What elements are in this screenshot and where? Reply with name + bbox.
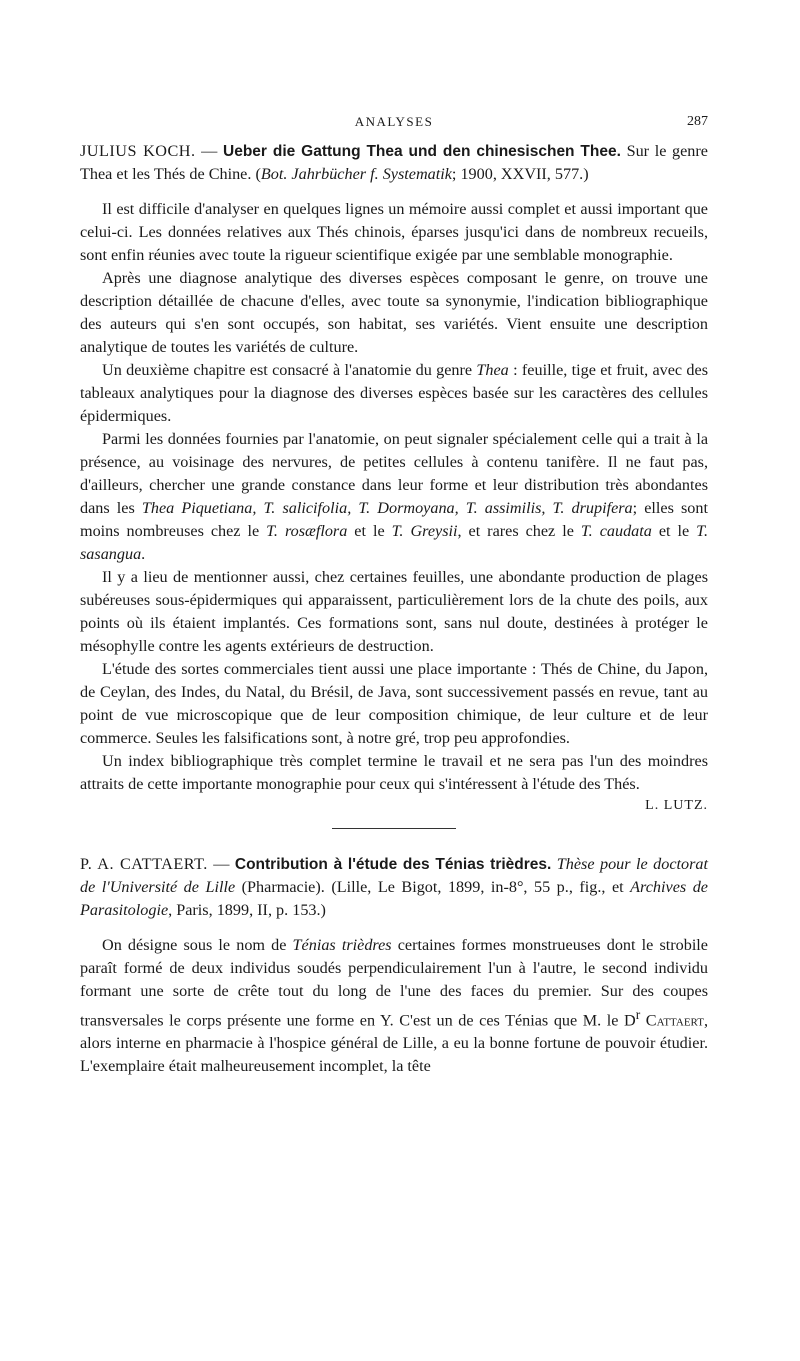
section-divider	[332, 828, 456, 829]
review-2-journal: Archives de Parasitologie	[80, 878, 708, 919]
review-1-author: JULIUS KOCH.	[80, 142, 196, 160]
review-1-paragraph-7: Un index bibliographique très complet termine le travail et ne sera pas l'un des moindres attraits de cette importante monographie pour ceux qui s'intéressent à l'étude des Thés.	[80, 752, 708, 793]
review-2-paragraph-1: On désigne sous le nom de Ténias trièdres certaines formes monstrueuses dont le strobile paraît formé de deux individus soudés perpendiculairement l'un à l'autre, le second individu formant une sorte de crête tout du long de l'une des faces du premier. Sur des coupes transversales le corps présente une forme en Y. C'est un de ces Ténias que M. le $D^r$ Cattaert, alors interne en pharmacie à l'hospice général de Lille, a eu la bonne fortune de pouvoir étudier. L'exemplaire était malheureusement incomplet, la tête	[80, 936, 708, 1076]
review-1-signature: L. LUTZ.	[645, 798, 708, 813]
review-1-paragraph-5: Il y a lieu de mentionner aussi, chez certaines feuilles, une abondante production de plages subéreuses sous-épidermiques qui apparaissent, particulièrement lors de la chute des poils, aux points où ils étaient implantés. Ces formations sont, sans nul doute, destinées à protéger le mésophylle contre les agents extérieurs de destruction.	[80, 568, 708, 655]
review-1-paragraph-4: Parmi les données fournies par l'anatomie, on peut signaler spécialement celle qui a trait à la présence, au voisinage des nervures, de petites cellules à contenu tanifère. Il ne faut pas, d'ailleurs, chercher une grande constance dans leur forme et leur distribution très abondantes dans les Thea Piquetiana, T. salicifolia, T. Dormoyana, T. assimilis, T. drupifera; elles sont moins nombreuses chez le T. rosæflora et le T. Greysii, et rares chez le T. caudata et le T. sasangua.	[80, 430, 709, 563]
review-1-paragraph-6: L'étude des sortes commerciales tient aussi une place importante : Thés de Chine, du Japon, de Ceylan, des Indes, du Natal, du Brésil, de Java, sont successivement passés en revue, tant au point de vue microscopique que de leur composition chimique, de leur culture et de leur commerce. Seules les falsifications sont, à notre gré, trop peu approfondies.	[80, 660, 708, 747]
review-1-journal: Bot. Jahrbücher f. Systematik	[260, 165, 452, 183]
review-1-paragraph-1: Il est difficile d'analyser en quelques lignes un mémoire aussi complet et aussi important que celui-ci. Les données relatives aux Thés chinois, éparses jusqu'ici dans de nombreux recueils, sont enfin réunies avec toute la rigueur scientifique exigée par une semblable monographie.	[80, 200, 708, 264]
review-1-title: Ueber die Gattung Thea und den chinesischen Thee.	[223, 143, 621, 160]
review-1-paragraph-2: Après une diagnose analytique des diverses espèces composant le genre, on trouve une description détaillée de chacune d'elles, avec toute sa synonymie, l'indication bibliographique des auteurs qui s'en sont occupés, son habitat, ses variétés. Vient ensuite une description analytique de toutes les variétés de culture.	[80, 269, 708, 356]
running-head	[80, 114, 708, 136]
running-title: ANALYSES	[354, 114, 434, 129]
page	[80, 114, 708, 1078]
review-2-title: Contribution à l'étude des Ténias trièdres.	[234, 856, 552, 873]
review-1-paragraph-3: Un deuxième chapitre est consacré à l'anatomie du genre Thea : feuille, tige et fruit, avec des tableaux analytiques pour la diagnose des diverses espèces basée sur les caractères des cellules épidermiques.	[80, 361, 708, 425]
review-2-author: P. A. CATTAERT.	[80, 855, 208, 873]
page-number: 287	[687, 114, 708, 129]
review-1-reference: JULIUS KOCH. — Ueber die Gattung Thea und den chinesischen Thee. Sur le genre Thea et les Thés de Chine. (Bot. Jahrbücher f. Systematik; 1900, XXVII, 577.)	[80, 142, 708, 183]
review-2-reference: P. A. CATTAERT. — Contribution à l'étude des Ténias trièdres. Thèse pour le doctorat de l'Université de Lille (Pharmacie). (Lille, Le Bigot, 1899, in-8°, 55 p., fig., et Archives de Parasitologie, Paris, 1899, II, p. 153.)	[80, 855, 708, 919]
